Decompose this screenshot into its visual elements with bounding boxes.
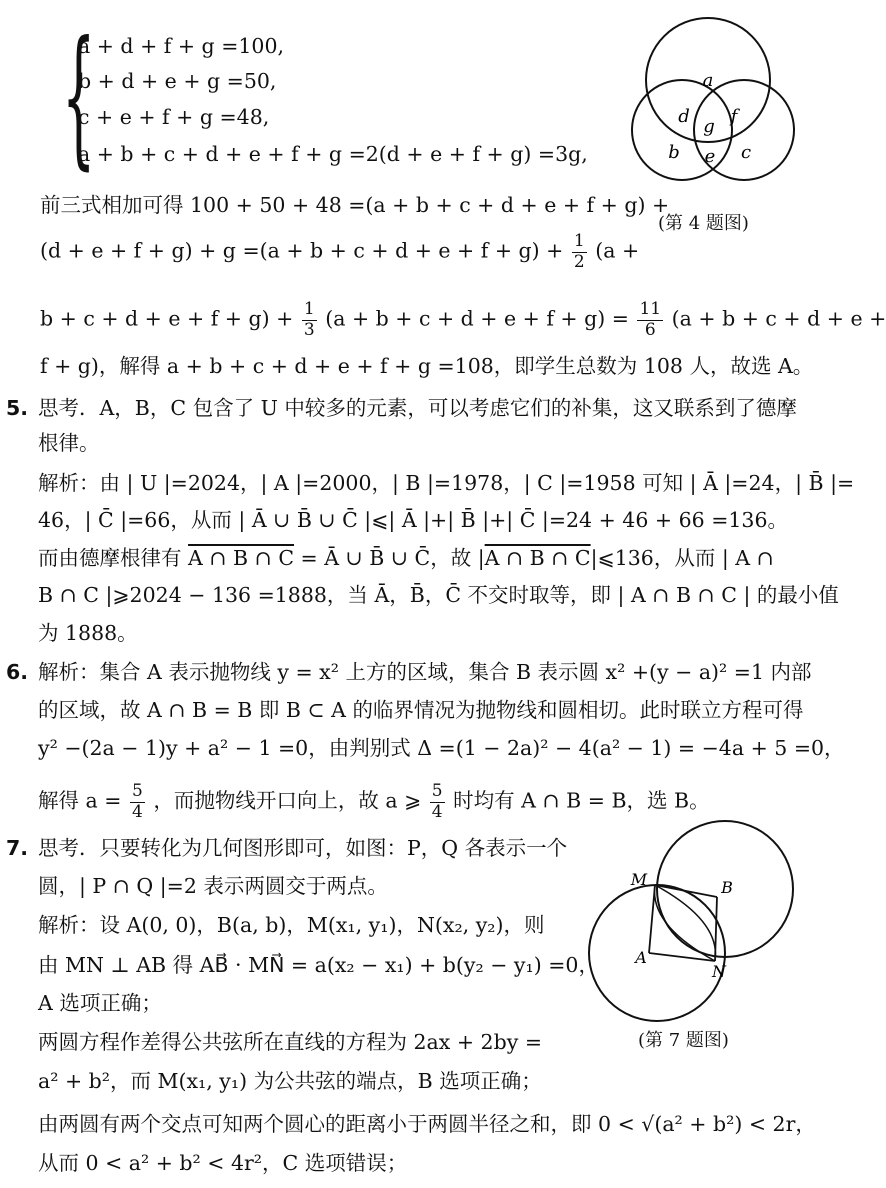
q7-number: 7. xyxy=(6,836,29,860)
q7-line-6: 两圆方程作差得公共弦所在直线的方程为 2ax + 2by = xyxy=(38,1030,542,1054)
venn-label-d: d xyxy=(678,106,690,127)
sum-line-3a: b + c + d + e + f + g) + xyxy=(40,306,294,331)
q5-line-4: 46，| C̄ |=66，从而 | Ā ∪ B̄ ∪ C̄ |⩽| Ā |+| B̄ |+| C̄ |=24 + 46 + 66 =136。 xyxy=(38,508,789,532)
q6-line-3: y² −(2a − 1)y + a² − 1 =0，由判别式 Δ =(1 − 2a)² − 4(a² − 1) = −4a + 5 =0， xyxy=(38,736,845,760)
q5-line-5: 而由德摩根律有 A ∩ B ∩ C = Ā ∪ B̄ ∪ C̄，故 |A ∩ B ∩ C|⩽136，从而 | A ∩ xyxy=(38,546,774,570)
system-eq-2: b + d + e + g =50, xyxy=(78,69,277,93)
point-label-b: B xyxy=(721,878,733,897)
sum-line-2a: (d + e + f + g) + g =(a + b + c + d + e + f + g) + xyxy=(40,238,564,263)
venn-label-f: f xyxy=(730,106,738,127)
fraction-five-fourths-1: $\frac{5}{4}$ xyxy=(131,781,143,822)
sum-line-2 xyxy=(40,232,639,272)
sum-line-2b: (a + xyxy=(595,238,640,263)
venn-label-b: b xyxy=(668,142,680,163)
point-label-m: M xyxy=(630,870,648,889)
sum-line-1: 前三式相加可得 100 + 50 + 48 =(a + b + c + d + e + f + g) + xyxy=(40,193,670,217)
q7-line-1: 思考．只要转化为几何图形即可，如图：P，Q 各表示一个 xyxy=(38,836,568,860)
q7-line-8: 由两圆有两个交点可知两个圆心的距离小于两圆半径之和，即 0 < √(a² + b²) < 2r， xyxy=(38,1112,816,1136)
venn-label-g: g xyxy=(703,116,715,137)
sum-line-4: f + g)，解得 a + b + c + d + e + f + g =108，即学生总数为 108 人，故选 A。 xyxy=(40,354,814,378)
q5-line-2: 根律。 xyxy=(38,431,100,455)
venn-label-e: e xyxy=(704,146,716,167)
fraction-five-fourths-2: $\frac{5}{4}$ xyxy=(431,781,443,822)
q6-line-4: 解得 a = $\frac{5}{4}$ ，而抛物线开口向上，故 a ⩾ $\frac{5}{4}$ 时均有 A ∩ B = B，选 B。 xyxy=(38,781,710,822)
venn-diagram-figure xyxy=(620,10,820,210)
venn-circle-left xyxy=(632,80,732,180)
sum-line-3 xyxy=(40,300,886,340)
q5-line-1: 思考．A，B，C 包含了 U 中较多的元素，可以考虑它们的补集，这又联系到了德摩 xyxy=(38,396,797,420)
arc-right xyxy=(655,885,716,961)
q5-number: 5. xyxy=(6,396,29,420)
fig7-caption: (第 7 题图) xyxy=(638,1030,729,1051)
fraction-half: $\frac{1}{2}$ xyxy=(573,231,585,272)
fraction-eleven-sixths: $\frac{11}{6}$ xyxy=(639,299,662,340)
q7-line-5: A 选项正确； xyxy=(38,991,162,1015)
fig4-caption: (第 4 题图) xyxy=(658,213,749,234)
q7-line-3: 解析：设 A(0, 0)，B(a, b)，M(x₁, y₁)，N(x₂, y₂)，则 xyxy=(38,913,545,937)
point-label-a: A xyxy=(635,948,647,967)
point-label-n: N xyxy=(712,962,726,981)
system-eq-3: c + e + f + g =48, xyxy=(78,105,270,129)
overline-intersection-1: A ∩ B ∩ C xyxy=(188,546,295,570)
fraction-third: $\frac{1}{3}$ xyxy=(303,299,315,340)
q7-line-4: 由 MN ⊥ AB 得 AB⃗ · MN⃗ = a(x₂ − x₁) + b(y₂ − y₁) =0， xyxy=(38,953,599,977)
q5-line-7: 为 1888。 xyxy=(38,621,138,645)
two-circles-figure xyxy=(585,825,825,1025)
sum-line-3b: (a + b + c + d + e + f + g) = xyxy=(325,306,629,331)
venn-label-c: c xyxy=(740,142,752,163)
q6-number: 6. xyxy=(6,660,29,684)
system-eq-4: a + b + c + d + e + f + g =2(d + e + f + g) =3g, xyxy=(78,142,588,166)
overline-intersection-2: A ∩ B ∩ C xyxy=(484,546,591,570)
q7-line-2: 圆，| P ∩ Q |=2 表示两圆交于两点。 xyxy=(38,874,388,898)
arc-left xyxy=(655,885,716,961)
q5-line-3: 解析：由 | U |=2024，| A |=2000，| B |=1978，| C |=1958 可知 | Ā |=24，| B̄ |= xyxy=(38,471,855,495)
system-eq-1: a + d + f + g =100, xyxy=(78,34,285,58)
system-brace: { xyxy=(62,10,96,184)
sum-line-3c: (a + b + c + d + e + xyxy=(671,306,886,331)
q7-line-7: a² + b²，而 M(x₁, y₁) 为公共弦的端点，B 选项正确； xyxy=(38,1069,542,1093)
q7-line-9: 从而 0 < a² + b² < 4r²，C 选项错误； xyxy=(38,1151,408,1175)
q6-line-1: 解析：集合 A 表示抛物线 y = x² 上方的区域，集合 B 表示圆 x² +(y − a)² =1 内部 xyxy=(38,660,812,684)
q6-line-2: 的区域，故 A ∩ B = B 即 B ⊂ A 的临界情况为抛物线和圆相切。此时联立方程可得 xyxy=(38,698,804,722)
venn-label-a: a xyxy=(702,70,714,91)
q5-line-6: B ∩ C |⩾2024 − 136 =1888，当 Ā，B̄，C̄ 不交时取等，即 | A ∩ B ∩ C | 的最小值 xyxy=(38,583,839,607)
